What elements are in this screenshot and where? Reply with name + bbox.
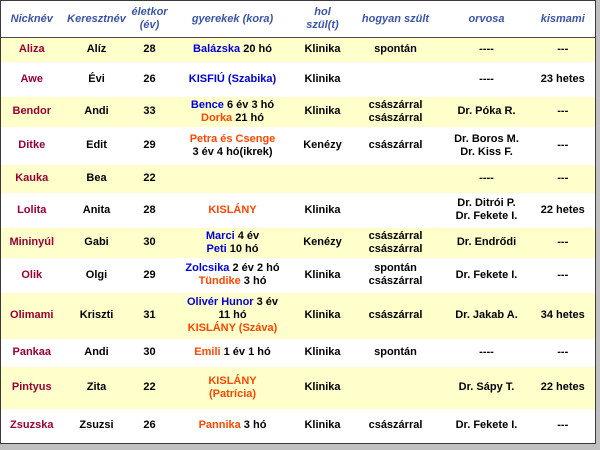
nickname-text: Lolita <box>17 203 47 216</box>
table-row <box>1 228 596 258</box>
cell-children <box>169 367 297 409</box>
cell-doctor: ---- <box>479 172 494 184</box>
nickname-text: Olik <box>21 268 43 281</box>
cell-firstname: Olgi <box>85 268 108 281</box>
nickname-text: Pintyus <box>11 381 52 393</box>
cell-kismami: --- <box>557 346 569 358</box>
cell-nickname <box>1 339 63 367</box>
cell-children <box>169 62 297 97</box>
cell-nickname <box>1 293 63 339</box>
boy-name: Bence <box>190 98 224 111</box>
cell-kismami: 22 hetes <box>540 203 585 216</box>
cell-birth-method <box>349 367 443 409</box>
cell-birthplace: Klinika <box>304 203 341 216</box>
table-row <box>1 258 596 293</box>
cell-birth-method: spontán császárral <box>368 262 423 287</box>
header-row <box>1 1 596 38</box>
cell-birthplace: Klinika <box>304 268 341 281</box>
cell-birth-method: császárral <box>368 309 423 321</box>
nickname-text: Bendor <box>12 105 51 117</box>
cell-nickname <box>1 62 63 97</box>
cell-firstname: Kriszti <box>79 309 114 321</box>
cell-children: Petra és Csenge 3 év 4 hó(ikrek) <box>189 132 276 158</box>
cell-doctor: Dr. Jakab A. <box>455 309 518 321</box>
boy-name: Zolcsika <box>185 262 230 274</box>
cell-doctor: Dr. Fekete I. <box>455 268 518 281</box>
cell-kismami: --- <box>557 43 569 56</box>
cell-age: 29 <box>143 268 156 281</box>
cell-firstname: Gabi <box>84 236 109 248</box>
table-row <box>1 367 596 409</box>
cell-firstname: Bea <box>86 172 107 184</box>
cell-kismami: 34 hetes <box>540 309 585 321</box>
cell-birthplace: Kenézy <box>303 139 342 151</box>
girl-name: KISLÁNY <box>208 203 257 216</box>
cell-firstname: Andi <box>84 346 109 358</box>
cell-firstname: Edit <box>86 139 107 151</box>
girl-name: Tündike <box>198 275 241 287</box>
table-row <box>1 193 596 228</box>
boy-name: Olivér Hunor <box>186 296 254 308</box>
column-header-kismami: kismami <box>540 12 585 25</box>
girl-name: Petra és Csenge <box>189 132 276 145</box>
cell-age: 30 <box>143 346 156 358</box>
cell-age: 26 <box>143 419 156 432</box>
cell-nickname <box>1 367 63 409</box>
cell-nickname <box>1 228 63 258</box>
cell-children: Pannika 3 hó <box>198 419 267 432</box>
cell-doctor: Dr. Boros M. Dr. Kiss F. <box>454 132 519 158</box>
cell-nickname <box>1 97 63 127</box>
cell-birthplace: Klinika <box>304 105 341 117</box>
cell-kismami: 23 hetes <box>540 72 585 85</box>
cell-age: 29 <box>143 139 156 151</box>
cell-firstname: Andi <box>84 105 109 117</box>
cell-firstname: Alíz <box>86 43 107 56</box>
cell-birth-method: császárral <box>368 419 423 432</box>
cell-firstname: Anita <box>82 203 111 216</box>
cell-age: 22 <box>143 172 156 184</box>
table-row <box>1 62 596 97</box>
cell-birthplace: Klinika <box>304 309 341 321</box>
cell-doctor: Dr. Sápy T. <box>458 381 515 393</box>
cell-kismami: --- <box>557 105 569 117</box>
cell-doctor: ---- <box>479 346 494 358</box>
girl-name: Dorka <box>201 111 233 124</box>
cell-doctor: ---- <box>479 72 494 85</box>
column-header-nickname: Nicknév <box>10 12 53 25</box>
cell-nickname <box>1 193 63 228</box>
cell-kismami: --- <box>557 139 569 151</box>
nickname-text: Zsuzska <box>10 419 54 432</box>
nickname-text: Ditke <box>18 139 46 151</box>
cell-kismami: --- <box>557 268 569 281</box>
column-header-age: életkor (év) <box>131 6 168 31</box>
boy-name: Marci <box>205 229 235 242</box>
cell-firstname: Évi <box>88 72 105 85</box>
cell-birthplace: Klinika <box>304 43 341 56</box>
cell-age: 33 <box>143 105 156 117</box>
cell-children: Olivér Hunor 3 év 11 hó KISLÁNY (Száva) <box>186 296 279 334</box>
boy-name: Balázska <box>193 43 241 56</box>
cell-birthplace: Klinika <box>304 72 341 85</box>
cell-doctor: Dr. Ditrói P. Dr. Fekete I. <box>455 197 518 222</box>
cell-nickname <box>1 165 63 193</box>
cell-age: 22 <box>143 381 156 393</box>
girl-name: Pannika <box>198 419 241 432</box>
cell-birth-method: spontán <box>374 346 417 358</box>
column-header-doctor: orvosa <box>468 12 505 25</box>
cell-kismami: 22 hetes <box>540 381 585 393</box>
cell-age: 26 <box>143 72 156 85</box>
table-row <box>1 165 596 193</box>
cell-firstname: Zita <box>86 381 107 393</box>
cell-doctor: Dr. Endrődi <box>456 236 517 248</box>
table-row <box>1 339 596 367</box>
cell-children: Zolcsika 2 év 2 hó Tündike 3 hó <box>185 262 280 287</box>
column-header-birthmethod: hogyan szült <box>361 12 430 25</box>
column-header-children: gyerekek (kora) <box>191 12 274 25</box>
nickname-text: Pankaa <box>12 346 52 358</box>
cell-birth-method: császárral császárral <box>368 229 423 255</box>
nickname-text: Mininyúl <box>9 236 55 248</box>
cell-age: 28 <box>143 43 156 56</box>
cell-children: Emili 1 év 1 hó <box>194 346 271 358</box>
column-header-firstname: Keresztnév <box>67 12 126 25</box>
cell-nickname <box>1 38 63 62</box>
table-row <box>1 293 596 339</box>
cell-kismami: --- <box>557 236 569 248</box>
cell-nickname <box>1 258 63 293</box>
cell-nickname <box>1 127 63 165</box>
cell-doctor: Dr. Póka R. <box>457 105 516 117</box>
nickname-text: Kauka <box>15 172 49 184</box>
cell-kismami: --- <box>557 419 569 432</box>
boy-name: KISFIÚ (Szabika) <box>188 72 277 85</box>
cell-birthplace: Klinika <box>304 346 341 358</box>
cell-birthplace: Klinika <box>304 381 341 393</box>
cell-birth-method <box>349 165 443 193</box>
cell-birth-method: spontán <box>374 43 417 56</box>
cell-nickname <box>1 409 63 444</box>
cell-birth-method: császárral császárral <box>368 98 423 124</box>
cell-birthplace: Klinika <box>304 419 341 432</box>
nickname-text: Aliza <box>18 43 45 56</box>
table-row <box>1 127 596 165</box>
table-row <box>1 38 596 62</box>
cell-doctor: ---- <box>479 43 494 56</box>
cell-children: Marci 4 év Peti 10 hó <box>205 229 260 255</box>
nickname-text: Awe <box>20 72 43 85</box>
cell-birthplace <box>297 165 349 193</box>
column-header-birthplace: hol szül(t) <box>306 6 339 31</box>
cell-birthplace: Kenézy <box>303 236 342 248</box>
cell-age: 28 <box>143 203 156 216</box>
cell-age: 31 <box>143 309 156 321</box>
table-body <box>1 38 596 444</box>
girl-name: Emili <box>194 346 221 358</box>
cell-age: 30 <box>143 236 156 248</box>
cell-birth-method: császárral <box>368 139 423 151</box>
boy-name: Peti <box>206 242 227 255</box>
cell-birth-method <box>349 62 443 97</box>
girl-name: (Patrícia) <box>208 387 257 400</box>
girl-name: KISLÁNY (Száva) <box>187 322 278 334</box>
nickname-text: Olimami <box>10 309 54 321</box>
cell-firstname: Zsuzsi <box>79 419 114 432</box>
cell-birth-method <box>349 193 443 228</box>
cell-children <box>169 165 297 193</box>
cell-children <box>169 193 297 228</box>
cell-doctor: Dr. Fekete I. <box>455 419 518 432</box>
cell-children: Balázska 20 hó <box>193 43 272 56</box>
cell-children: Bence 6 év 3 hó Dorka 21 hó <box>190 98 275 124</box>
girl-name: KISLÁNY <box>208 374 257 387</box>
cell-kismami: --- <box>557 172 569 184</box>
table-row <box>1 97 596 127</box>
table-row <box>1 409 596 444</box>
